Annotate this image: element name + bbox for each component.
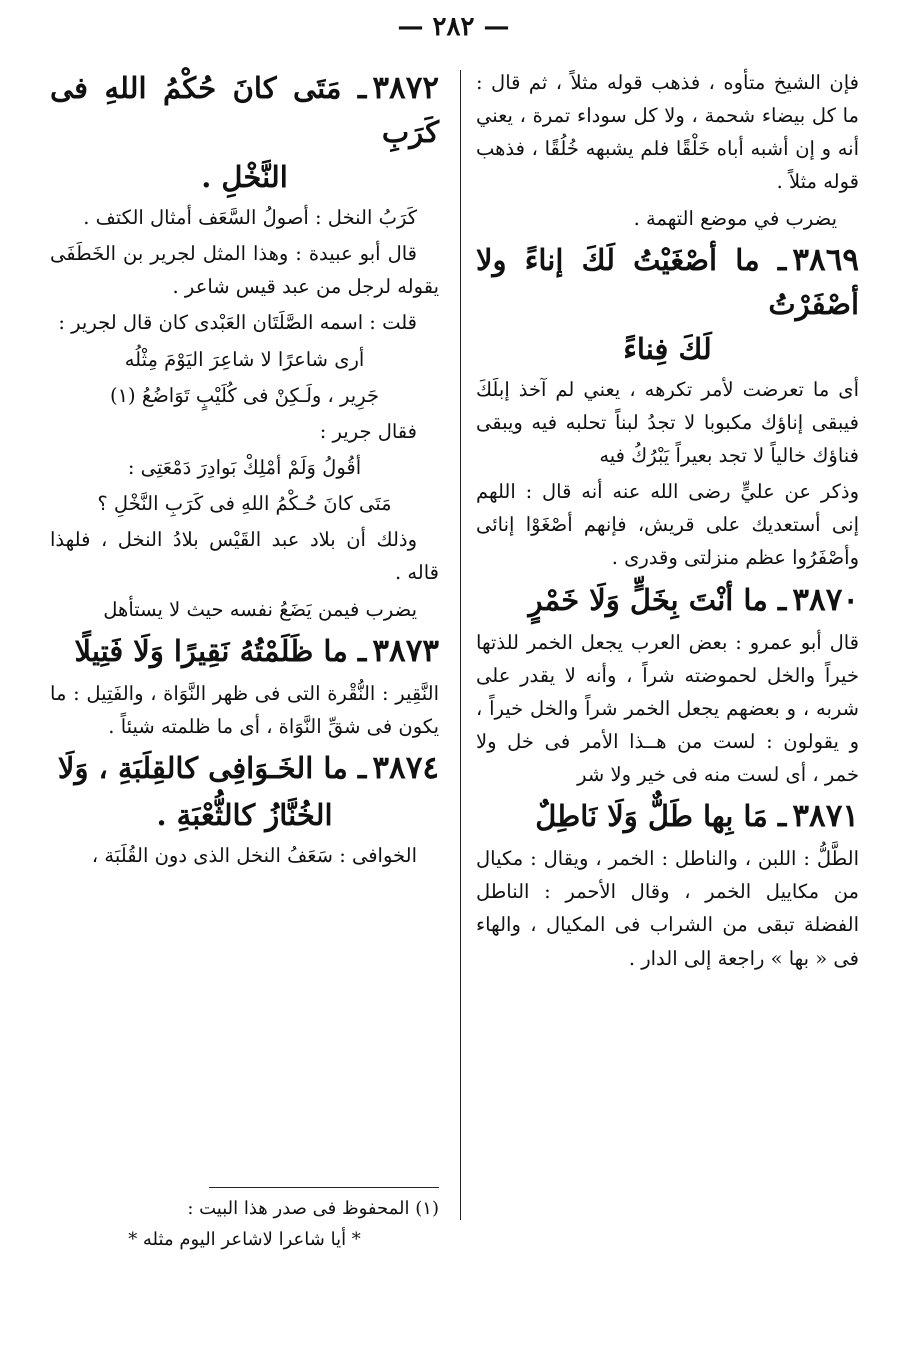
page-number: — ٢٨٢ — (397, 12, 510, 42)
verse-line: مَتَى كانَ حُـكْمُ اللهِ فى كَرَبِ النَّخْلِ ؟ (97, 492, 392, 516)
paragraph: وذكر عن عليٍّ رضى الله عنه أنه قال : اللهم إنى أستعديك على قريش، فإنهم أصْغَوْا إنائى وأصْفَرُوا عظم منزلتى وقدرى . (476, 480, 859, 570)
paragraph: النَّقِير : النُّقْرة التى فى ظهر النَّوَاة ، والفَتِيل : ما يكون فى شقِّ النَّوَاة ، أى ما ظلمته شيئاً . (50, 681, 439, 738)
paragraph: يضرب في موضع التهمة . (633, 206, 837, 230)
verse-line: أقُولُ وَلَمْ أمْلِكْ بَوادِرَ دَمْعَتِى : (127, 456, 362, 480)
paragraph: وذلك أن بلاد عبد القَيْس بلادُ النخل ، فلهذا قاله . (50, 528, 439, 585)
paragraph: قال أبو عمرو : بعض العرب يجعل الخمر للذتها خيراً والخل لحموضته شراً ، وأنه لا يقدر على شربه ، و بعضهم يجعل الخمر شراً والخل خيراً ، و يقولون : لست من هــذا الأمر فى خل ولا خمر ، أى لست منه فى خير ولا شر (476, 630, 859, 787)
verse-line: أرى شاعرًا لا شاعِرَ اليَوْمَ مِثْلُه (124, 347, 365, 371)
entry-heading (50, 66, 439, 153)
footnote-line: * أيا شاعرا لاشاعر اليوم مثله * (128, 1228, 361, 1250)
entry-heading (476, 238, 859, 325)
entry-proverb-continuation: النَّخْلِ . (201, 159, 288, 194)
left-column (50, 66, 439, 875)
paragraph: أى ما تعرضت لأمر تكرهه ، يعني لم آخذ إبلَكَ فيبقى إناؤك مكبوبا لا تجدُ لبناً تحلبه فيه ويبقى فناؤك خالياً لا تجد بعيراً يَبْرُكُ فيه (476, 377, 859, 468)
entry-heading (476, 578, 859, 623)
footnotes (50, 1187, 439, 1255)
paragraph: الخوافى : سَعَفُ النخل الذى دون القُلَبَة ، (91, 843, 417, 867)
entry-number: ٣٨٧٤ (372, 749, 439, 786)
paragraph: الطَّلُّ : اللبن ، والناطل : الخمر ، ويقال : مكيال من مكاييل الخمر ، وقال الأحمر : الناطل الفضلة تبقى من الشراب فى المكيال ، والهاء فى « بها » راجعة إلى الدار . (476, 847, 859, 970)
entry-proverb: ـ ما أصْغَيْتُ لَكَ إناءً ولا أصْفَرْتُ (476, 242, 859, 321)
entry-proverb: ـ ما الخَـوَافِى كالقِلَبَةِ ، وَلَا (57, 750, 367, 785)
column-divider (460, 70, 461, 1220)
entry-number: ٣٨٧١ (792, 798, 859, 835)
entry-proverb: ـ مَتَى كانَ حُكْمُ اللهِ فى كَرَبِ (50, 71, 439, 149)
entry-number: ٣٨٧٠ (792, 581, 859, 618)
paragraph: يضرب فيمن يَضَعُ نفسه حيث لا يستأهل (103, 597, 417, 621)
entry-proverb: ـ ما ظَلَمْتُهُ نَقِيرًا وَلَا فَتِيلًا (74, 633, 367, 668)
paragraph: فقال جرير : (319, 419, 417, 443)
entry-number: ٣٨٧٣ (372, 632, 439, 669)
paragraph: كَرَبُ النخل : أصولُ السَّعَف أمثال الكتف . (83, 206, 417, 230)
entry-number: ٣٨٦٩ (792, 241, 859, 278)
entry-proverb-continuation: لَكَ فِناءً (623, 331, 712, 366)
entry-number: ٣٨٧٢ (372, 70, 439, 106)
entry-heading (50, 746, 439, 791)
verse-line: جَرِير ، ولَـكِنْ فى كُلَيْبٍ تَوَاضُعُ (١) (109, 383, 380, 407)
paragraph: قلت : اسمه الصَّلَتَان العَبْدى كان قال لجرير : (58, 311, 417, 335)
paragraph: قال أبو عبيدة : وهذا المثل لجرير بن الخَطَفَى يقوله لرجل من عبد قيس شاعر . (50, 242, 439, 299)
paragraph: فإن الشيخ متأوه ، فذهب قوله مثلاً ، ثم قال : ما كل بيضاء شحمة ، ولا كل سوداء تمرة ، يعني أنه و إن أشبه أباه خَلْقًا فلم يشبهه خُلُقًا ، فذهب قوله مثلاً . (476, 71, 859, 194)
entry-heading (476, 794, 859, 839)
entry-proverb: ـ مَا بِها طَلٌّ وَلَا نَاطِلٌ (535, 799, 787, 834)
right-column (476, 66, 859, 978)
footnote-rule (209, 1187, 439, 1188)
entry-heading (50, 629, 439, 674)
entry-proverb: ـ ما أنْتَ بِخَلٍّ وَلَا خَمْرٍ (528, 582, 787, 617)
entry-proverb-continuation: الخُنَّازُ كالثُّعْبَةِ . (156, 797, 333, 832)
footnote-line: (١) المحفوظ فى صدر هذا البيت : (187, 1198, 439, 1219)
